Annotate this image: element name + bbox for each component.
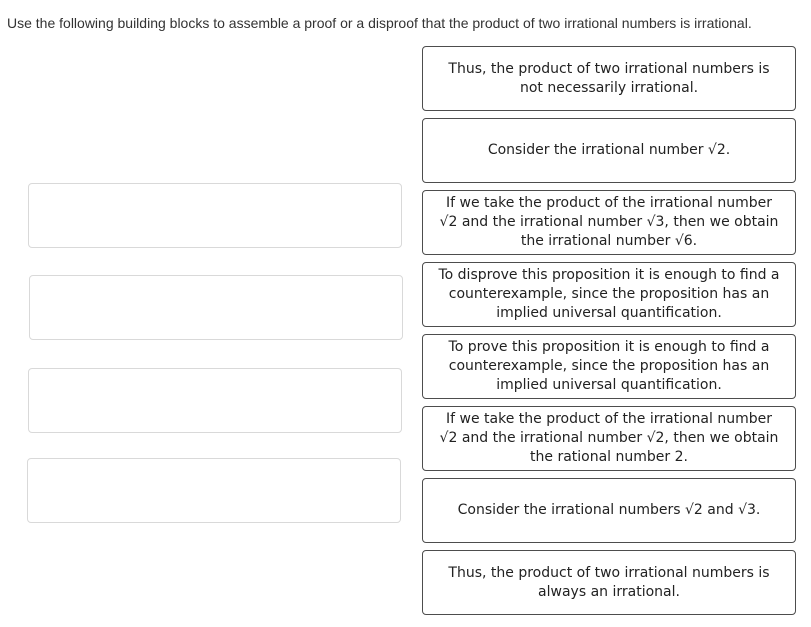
building-block-text: If we take the product of the irrational number √2 and the irrational number √3, then we obtain the irrational number √6.: [439, 195, 779, 249]
building-block-text: Consider the irrational number √2.: [487, 142, 731, 158]
building-block-text: If we take the product of the irrational number √2 and the irrational number √2, then we obtain the rational number 2.: [439, 411, 779, 465]
building-block-4[interactable]: [422, 262, 796, 327]
building-block-text: Thus, the product of two irrational numbers is not necessarily irrational.: [448, 60, 770, 96]
building-block-text: To prove this proposition it is enough to find a counterexample, since the proposition has an implied universal quantification.: [448, 339, 770, 393]
instruction-text: Use the following building blocks to assemble a proof or a disproof that the product of two irrational numbers is irrational.: [7, 15, 752, 31]
answer-slot-1[interactable]: [28, 183, 402, 248]
building-block-3[interactable]: [422, 190, 796, 255]
building-block-1[interactable]: [422, 46, 796, 111]
building-block-5[interactable]: [422, 334, 796, 399]
building-block-6[interactable]: [422, 406, 796, 471]
building-block-text: Thus, the product of two irrational numbers is always an irrational.: [448, 564, 770, 600]
building-block-8[interactable]: [422, 550, 796, 615]
answer-slot-2[interactable]: [29, 275, 403, 340]
building-block-2[interactable]: [422, 118, 796, 183]
answer-slot-4[interactable]: [27, 458, 401, 523]
building-block-text: To disprove this proposition it is enough to find a counterexample, since the proposition has an implied universal quantification.: [438, 267, 780, 321]
answer-slot-3[interactable]: [28, 368, 402, 433]
building-block-7[interactable]: [422, 478, 796, 543]
building-block-text: Consider the irrational numbers √2 and √3.: [457, 502, 761, 518]
